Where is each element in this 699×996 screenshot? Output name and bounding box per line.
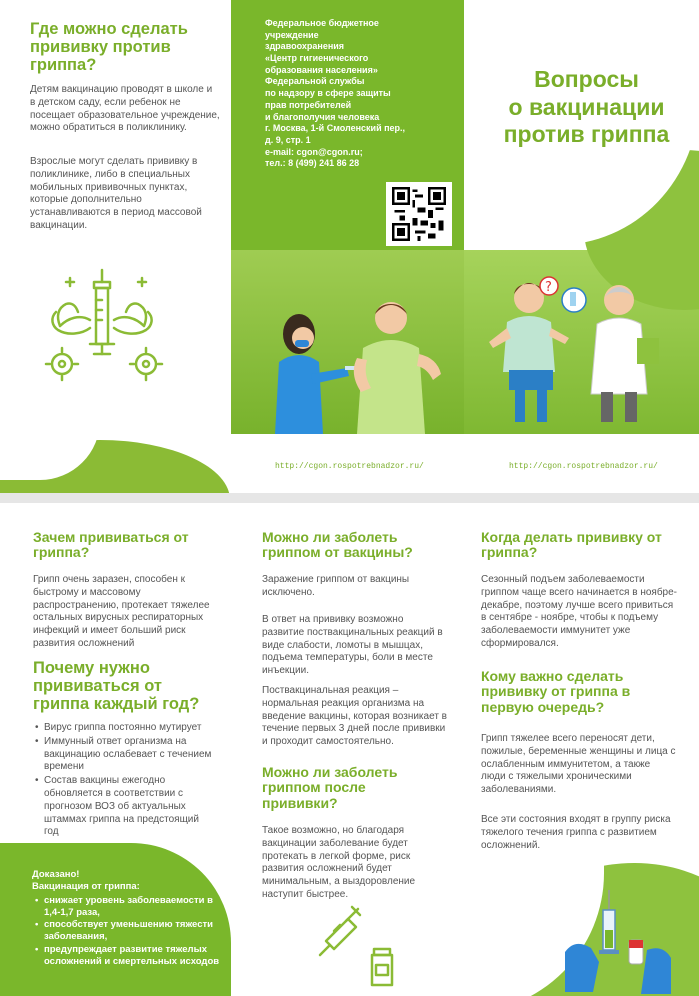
why-yearly-list — [35, 722, 215, 840]
info-line: д. 9, стр. 1 — [265, 134, 311, 145]
reactions-text: В ответ на прививку возможно развитие поствакцинальных реакций в виде слабости, ломоты в мышцах, подъема температуры, боли в месте инъекции. — [262, 614, 443, 677]
qr-code[interactable] — [386, 182, 452, 246]
list-item: • Вирус гриппа постоянно мутирует — [35, 722, 215, 735]
panel-cover — [464, 0, 699, 493]
when-title: Когда делать прививку от гриппа? — [481, 529, 662, 561]
info-line: Федеральное бюджетное — [265, 18, 379, 28]
column-infection — [231, 503, 464, 996]
where-children-text: Детям вакцинацию проводят в школе и в детском саду, если ребенок не посещает образовательное учреждение, можно обратиться в поликлинику. — [30, 84, 220, 134]
when-text: Сезонный подъем заболеваемости гриппом чаще всего начинается в ноябре-декабре, поэтому лучше всего привиться в сентябре - ноябре, чтобы к подъему заболеваемости иммунитет уже сформировался. — [481, 574, 678, 649]
info-line: «Центр гигиенического — [265, 53, 369, 64]
website-url-left[interactable]: http://cgon.rospotrebnadzor.ru/ — [275, 462, 424, 471]
list-item: • снижает уровень заболеваемости в 1,4-1,7 раза, — [35, 895, 220, 919]
risk-group-text: Все эти состояния входят в группу риска тяжелого течения гриппа с развитием осложнений. — [481, 814, 671, 851]
list-item: • Состав вакцины ежегодно обновляется в соответствии с прогнозом ВОЗ об актуальных штаммах гриппа на предстоящий год — [35, 775, 215, 839]
column-when — [464, 503, 699, 996]
strong-syringe-icon — [30, 268, 180, 388]
why-text: Грипп очень заразен, способен к быстрому и массовому распространению, протекает тяжелее остальных вирусных респираторных инфекций и имеет больший риск развития осложнений — [33, 574, 210, 649]
nurse-vaccination-illustration — [251, 292, 456, 434]
where-title: Где можно сделать прививку против гриппа? — [30, 20, 188, 75]
reaction-definition-text: Поствакцинальная реакция – нормальная реакция организма на введение вакцины, которая возникает в течение первых 3 дней после прививки и проходит самостоятельно. — [262, 685, 447, 748]
proven-box — [0, 843, 231, 996]
where-adults-text: Взрослые могут сделать прививку в поликлинике, либо в специальных мобильных прививочных пунктах, которые дополнительно устанавливаются в период массовой вакцинации. — [30, 156, 202, 231]
info-line: г. Москва, 1-й Смоленский пер., — [265, 123, 406, 134]
after-vaccine-title: Можно ли заболеть гриппом после прививки? — [262, 764, 398, 811]
info-line: тел.: 8 (499) 241 86 28 — [265, 158, 360, 169]
cover-title-line: против гриппа — [503, 121, 670, 148]
info-line: Федеральной службы — [265, 76, 365, 87]
why-title: Зачем прививаться от гриппа? — [33, 529, 189, 561]
proven-subtitle: Вакцинация от гриппа: — [32, 881, 140, 893]
info-line: прав потребителей — [265, 99, 352, 110]
info-line: образования населения» — [265, 64, 378, 75]
info-line: здравоохранения — [265, 41, 345, 52]
list-item: • предупреждает развитие тяжелых осложнений и смертельных исходов — [35, 944, 220, 968]
info-line: и благополучия человека — [265, 111, 380, 122]
brochure-outside — [0, 0, 699, 493]
list-item: • Иммунный ответ организма на вакцинацию ослабевает с течением времени — [35, 736, 215, 774]
organization-info — [265, 18, 451, 170]
proven-heading — [32, 869, 140, 893]
info-line: по надзору в сфере защиты — [265, 88, 391, 99]
from-vaccine-text: Заражение гриппом от вакцины исключено. — [262, 574, 410, 598]
priority-title: Кому важно сделать прививку от гриппа в первую очередь? — [481, 668, 631, 715]
doctor-patient-illustration — [479, 272, 679, 427]
proven-title: Доказано! — [32, 869, 80, 880]
website-url-right[interactable]: http://cgon.rospotrebnadzor.ru/ — [509, 462, 658, 471]
cover-title-line: Вопросы — [534, 66, 639, 92]
proven-list — [35, 895, 220, 968]
syringe-vial-icon — [316, 903, 406, 988]
cover-title — [474, 66, 699, 149]
after-vaccine-text: Такое возможно, но благодаря вакцинации заболевание будет протекать в легкой форме, риск развития осложнений будет минимальным, а выздоровление наступит быстрее. — [262, 825, 416, 900]
panel-contacts — [231, 0, 464, 434]
column-why — [0, 503, 231, 996]
list-item: • способствует уменьшению тяжести заболевания, — [35, 919, 220, 943]
why-yearly-title: Почему нужно прививаться от гриппа каждый год? — [33, 659, 200, 714]
sheet-divider — [0, 493, 699, 503]
svg-text:?: ? — [545, 280, 552, 295]
gloved-hands-vaccine-illustration — [559, 890, 679, 996]
info-line: учреждение — [265, 29, 319, 40]
cover-title-line: о вакцинации — [508, 93, 665, 120]
from-vaccine-title: Можно ли заболеть гриппом от вакцины? — [262, 529, 413, 561]
info-line: e-mail: cgon@cgon.ru; — [265, 146, 363, 157]
priority-text: Грипп тяжелее всего переносят дети, пожилые, беременные женщины и лица с ослабленным иммунитетом, а также люди с тяжелыми хроническими заболеваниями. — [481, 733, 676, 796]
brochure-inside — [0, 503, 699, 996]
